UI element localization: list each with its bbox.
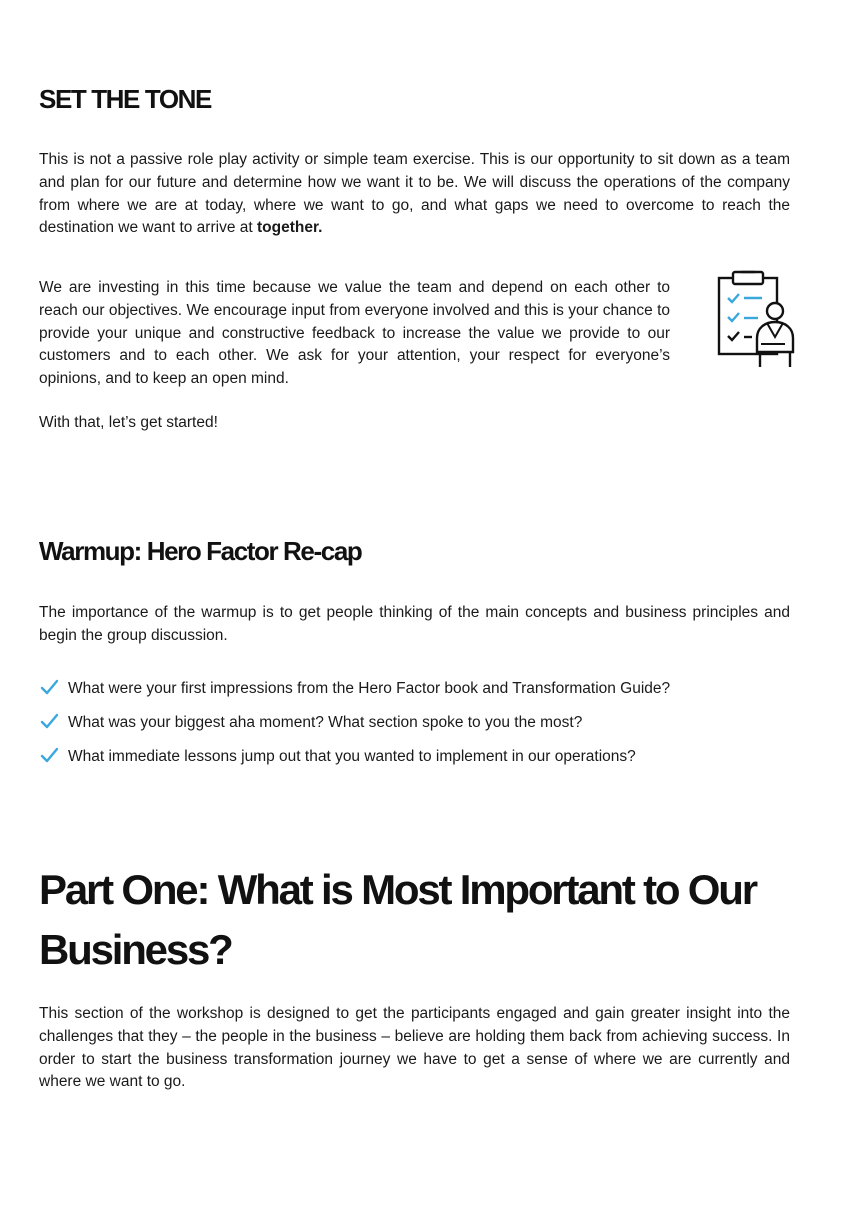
part-one-heading: Part One: What is Most Important to Our Business? xyxy=(39,866,756,973)
list-item xyxy=(39,678,799,712)
set-the-tone-heading: SET THE TONE xyxy=(39,84,211,114)
warmup-intro: The importance of the warmup is to get people thinking of the main concepts and business principles and begin the group discussion. xyxy=(39,604,790,644)
checkmark-icon xyxy=(39,712,59,732)
checkmark-icon xyxy=(39,746,59,766)
list-item xyxy=(39,746,799,780)
warmup-question-2: What was your biggest aha moment? What section spoke to you the most? xyxy=(68,714,583,731)
warmup-question-1: What were your first impressions from the Hero Factor book and Transformation Guide? xyxy=(68,680,671,697)
set-the-tone-paragraph-3: With that, let’s get started! xyxy=(39,414,218,431)
set-the-tone-paragraph-2: We are investing in this time because we value the team and depend on each other to reach our objectives. We encourage input from everyone involved and this is your chance to provide your unique and constructive feedback to increase the value we provide to our customers and to each other. We ask for your attention, your respect for everyone’s opinions, and to keep an open mind. xyxy=(39,279,670,388)
clipboard-checklist-person-icon xyxy=(716,268,798,370)
checkmark-icon xyxy=(39,678,59,698)
warmup-question-3: What immediate lessons jump out that you wanted to implement in our operations? xyxy=(68,748,636,765)
set-the-tone-paragraph-1 xyxy=(39,149,790,240)
set-the-tone-paragraph-1-text: This is not a passive role play activity or simple team exercise. This is our opportunity to sit down as a team and plan for our future and determine how we want it to be. We will discuss the operations of the company from where we are at today, where we want to go, and what gaps we need to overcome to reach the destination we want to arrive at xyxy=(39,151,790,237)
warmup-question-list xyxy=(39,678,799,780)
list-item xyxy=(39,712,799,746)
warmup-heading: Warmup: Hero Factor Re-cap xyxy=(39,536,362,566)
part-one-body: This section of the workshop is designed to get the participants engaged and gain greater insight into the challenges that they – the people in the business – believe are holding them back from achieving success. In order to start the business transformation journey we have to get a sense of where we are currently and where we want to go. xyxy=(39,1005,790,1091)
together-emphasis: together. xyxy=(256,219,323,237)
